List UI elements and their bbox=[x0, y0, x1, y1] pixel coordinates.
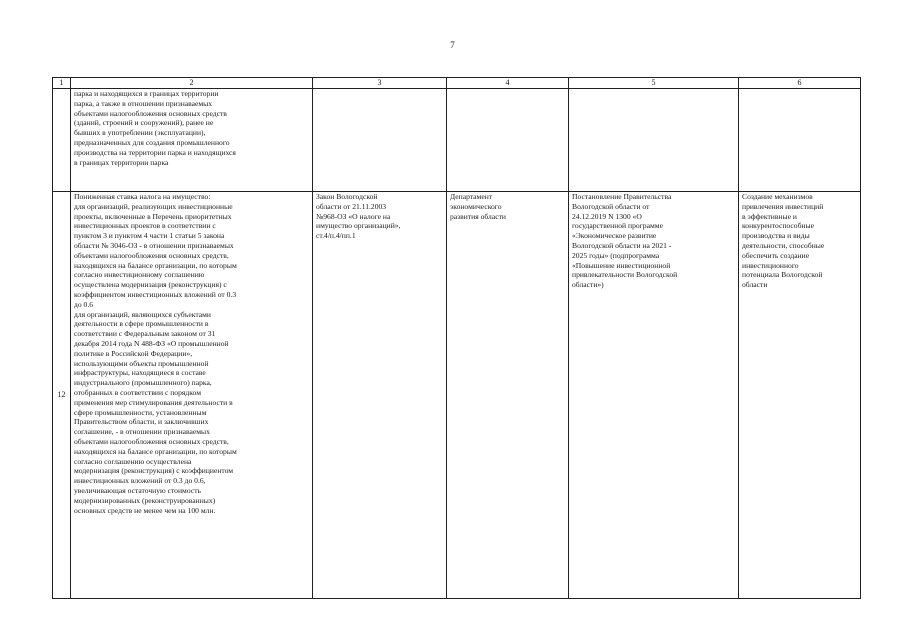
benefit-description: парка и находящихся в границах территории парка, а также в отношении признаваемых объектами налогообложения основных средств (зданий, строений и сооружений), ранее не бывших в употреблении (эксплуатации), предназначенных для создания промышленного производства на территории парка и находящихся в границах территории парка bbox=[71, 89, 313, 192]
goal: Создание механизмов привлечения инвестиций в эффективные и конкурентоспособные производства и виды деятельности, способные обеспечить создание инвестиционного потенциала Вологодской области bbox=[739, 192, 861, 599]
goal bbox=[739, 89, 861, 192]
column-header-2: 2 bbox=[71, 78, 313, 89]
curator bbox=[447, 89, 569, 192]
table-header-row bbox=[53, 78, 861, 89]
curator: Департамент экономического развития области bbox=[447, 192, 569, 599]
row-number bbox=[53, 89, 71, 192]
page-number: 7 bbox=[450, 40, 455, 50]
table-row bbox=[53, 89, 861, 192]
column-header-4: 4 bbox=[447, 78, 569, 89]
column-header-6: 6 bbox=[739, 78, 861, 89]
column-header-1: 1 bbox=[53, 78, 71, 89]
row-number: 12 bbox=[53, 192, 71, 599]
program bbox=[569, 89, 739, 192]
legal-act: Закон Вологодской области от 21.11.2003 №968-ОЗ «О налоге на имущество организаций», ст.4/п.4/пп.1 bbox=[313, 192, 447, 599]
column-header-5: 5 bbox=[569, 78, 739, 89]
program: Постановление Правительства Вологодской области от 24.12.2019 N 1300 «О государственной программе «Экономическое развитие Вологодской области на 2021 - 2025 годы» (подпрограмма «Повышение инвестиционной привлекательности Вологодской области») bbox=[569, 192, 739, 599]
document-table bbox=[52, 77, 861, 599]
table-row bbox=[53, 192, 861, 599]
column-header-3: 3 bbox=[313, 78, 447, 89]
legal-act bbox=[313, 89, 447, 192]
benefit-description: Пониженная ставка налога на имущество: для организаций, реализующих инвестиционные проекты, включенные в Перечень приоритетных инвестиционных проектов в соответствии с пунктом 3 и пунктом 4 части 1 статьи 5 закона области № 3046-ОЗ - в отношении признаваемых объектами налогообложения основных средств, находящихся на балансе организации, по которым согласно инвестиционному соглашению осуществлена модернизация (реконструкция) с коэффициентом инвестиционных вложений от 0.3 до 0.6 для организаций, являющихся субъектами деятельности в сфере промышленности в соответствии с Федеральным законом от 31 декабря 2014 года N 488-ФЗ «О промышленной политике в Российской Федерации», использующими объекты промышленной инфраструктуры, находящиеся в составе индустриального (промышленного) парка, отобранных в соответствии с порядком применения мер стимулирования деятельности в сфере промышленности, установленным Правительством области, и заключивших соглашение, - в отношении признаваемых объектами налогообложения основных средств, находящихся на балансе организации, по которым согласно соглашению осуществлена модернизация (реконструкция) с коэффициентом инвестиционных вложений от 0.3 до 0.6, увеличивающая остаточную стоимость модернизированных (реконструированных) основных средств не менее чем на 100 млн. bbox=[71, 192, 313, 599]
